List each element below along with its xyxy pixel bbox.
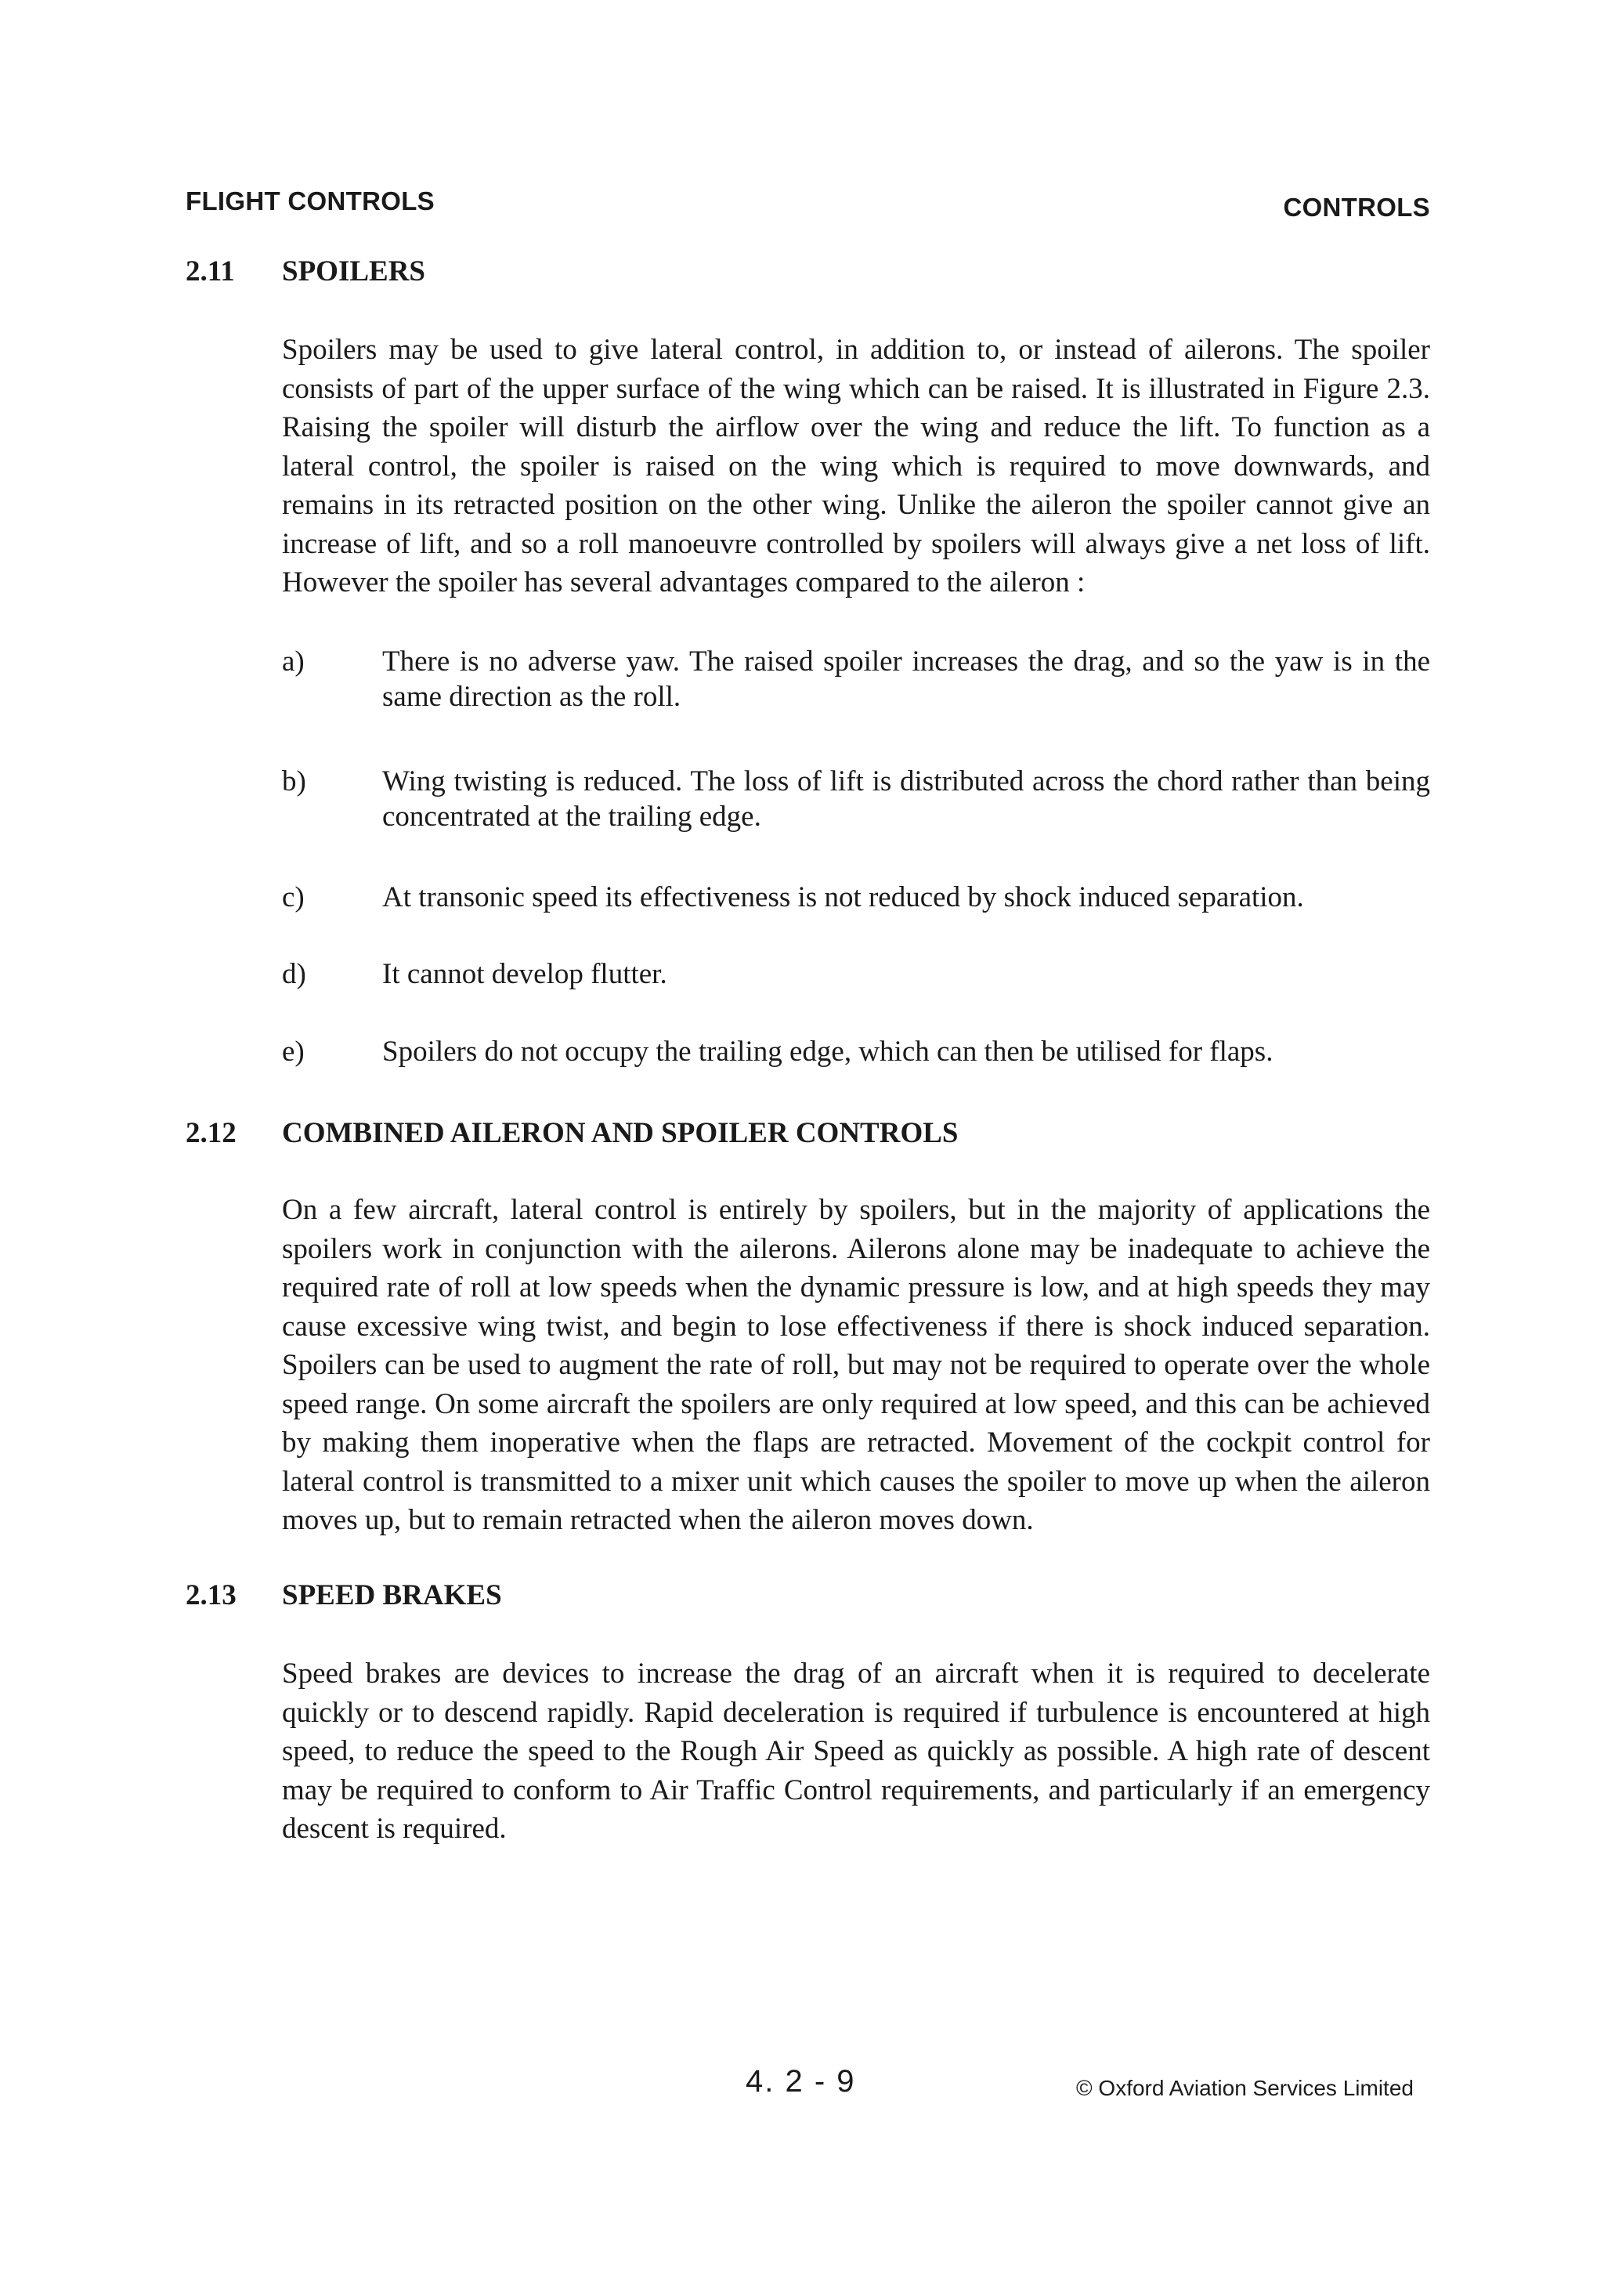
section-title: SPOILERS [282, 255, 426, 287]
section-number: 2.13 [186, 1579, 237, 1611]
list-item-text: There is no adverse yaw. The raised spoiler increases the drag, and so the yaw is in the same direction as the roll. [382, 645, 1430, 713]
running-header-left: FLIGHT CONTROLS [186, 186, 435, 215]
list-item-text: At transonic speed its effectiveness is not reduced by shock induced separation. [382, 881, 1304, 913]
section-number: 2.11 [186, 255, 235, 287]
copyright-notice: © Oxford Aviation Services Limited [1076, 2076, 1414, 2100]
section-title: COMBINED AILERON AND SPOILER CONTROLS [282, 1117, 959, 1149]
list-item-text: Wing twisting is reduced. The loss of lift is distributed across the chord rather than being concentrated at the trailing edge. [382, 765, 1430, 833]
section-title: SPEED BRAKES [282, 1579, 502, 1611]
section-paragraph: Speed brakes are devices to increase the drag of an aircraft when it is required to decelerate quickly or to descend rapidly. Rapid deceleration is required if turbulence is encountered at high speed, to reduce the speed to the Rough Air Speed as quickly as possible. A high rate of descent may be required to conform to Air Traffic Control requirements, and particularly if an emergency descent is required. [282, 1658, 1430, 1845]
list-item-text: It cannot develop flutter. [382, 958, 667, 990]
list-item-letter: e) [282, 1036, 305, 1068]
list-item-letter: b) [282, 765, 306, 797]
running-header-right: CONTROLS [1283, 193, 1430, 222]
section-paragraph: Spoilers may be used to give lateral control, in addition to, or instead of ailerons. The spoiler consists of part of the upper surface of the wing which can be raised. It is illustrated in Figure 2.3. Raising the spoiler will disturb the airflow over the wing and reduce the lift. To function as a lateral control, the spoiler is raised on the wing which is required to move downwards, and remains in its retracted position on the other wing. Unlike the aileron the spoiler cannot give an increase of lift, and so a roll manoeuvre controlled by spoilers will always give a net loss of lift. However the spoiler has several advantages compared to the aileron : [282, 334, 1430, 598]
page-number: 4. 2 - 9 [746, 2064, 856, 2099]
list-item-letter: d) [282, 958, 306, 990]
list-item-letter: c) [282, 881, 305, 913]
section-number: 2.12 [186, 1117, 237, 1149]
section-paragraph: On a few aircraft, lateral control is entirely by spoilers, but in the majority of applications the spoilers work in conjunction with the ailerons. Ailerons alone may be inadequate to achieve the required rate of roll at low speeds when the dynamic pressure is low, and at high speeds they may cause excessive wing twist, and begin to lose effectiveness if there is shock induced separation. Spoilers can be used to augment the rate of roll, but may not be required to operate over the whole speed range. On some aircraft the spoilers are only required at low speed, and this can be achieved by making them inoperative when the flaps are retracted. Movement of the cockpit control for lateral control is transmitted to a mixer unit which causes the spoiler to move up when the aileron moves up, but to remain retracted when the aileron moves down. [282, 1194, 1430, 1536]
list-item-text: Spoilers do not occupy the trailing edge, which can then be utilised for flaps. [382, 1036, 1273, 1068]
list-item-letter: a) [282, 645, 305, 678]
